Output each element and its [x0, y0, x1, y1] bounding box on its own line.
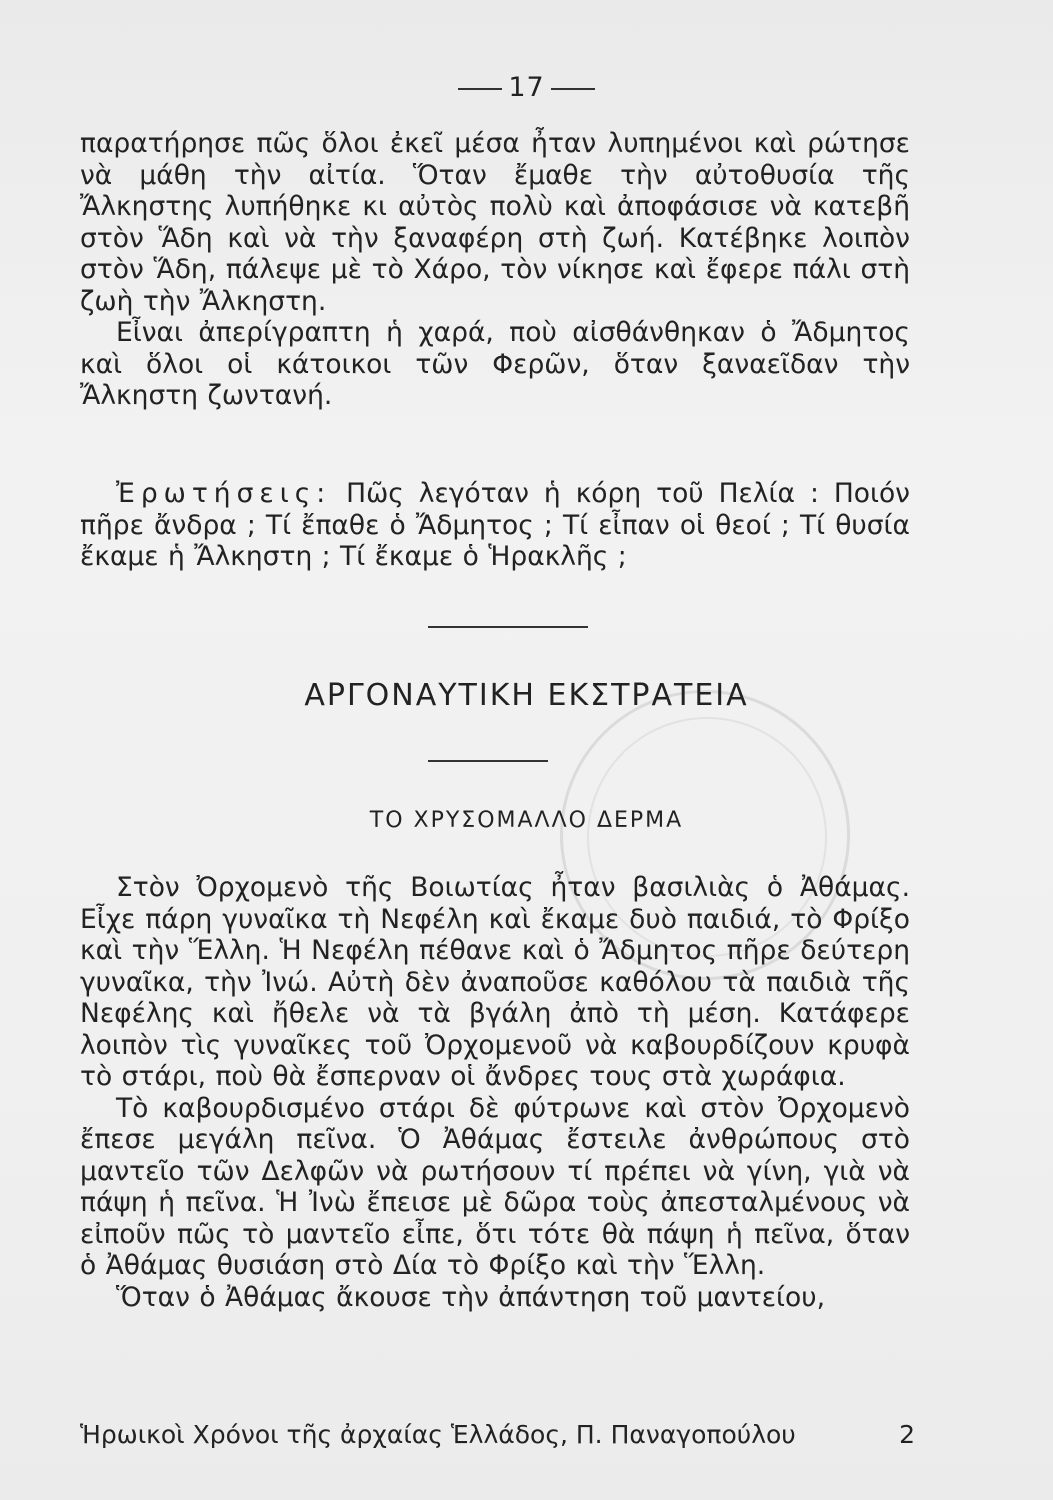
paragraph-3: Στὸν Ὀρχομενὸ τῆς Βοιωτίας ἦταν βασιλιὰς ὁ Ἀθάμας. Εἶχε πάρη γυναῖκα τὴ Νεφέλη καὶ ἔκαμε δυὸ παιδιά, τὸ Φρίξο καὶ τὴν Ἕλλη. Ἡ Νεφέλη πέθανε καὶ ὁ Ἄδμητος πῆρε δεύτερη γυναῖκα, τὴν Ἰνώ. Αὐτὴ δὲν ἀναποῦσε καθόλου τὰ παιδιὰ τῆς Νεφέλης καὶ ἤθελε νὰ τὰ βγάλη ἀπὸ τὴ μέση. Κατάφερε λοιπὸν τὶς γυναῖκες τοῦ Ὀρχομενοῦ νὰ καβουρδίζουν κρυφὰ τὸ στάρι, ποὺ θὰ ἔσπερναν οἱ ἄνδρες τους στὰ χωράφια.	[80, 872, 910, 1092]
page-number-text: 17	[508, 72, 545, 103]
section-heading: ΑΡΓΟΝΑΥΤΙΚΗ ΕΚΣΤΡΑΤΕΙΑ	[304, 678, 749, 713]
questions-block	[80, 478, 910, 573]
section-subheading: ΤΟ ΧΡΥΣΟΜΑΛΛΟ ΔΕΡΜΑ	[369, 808, 684, 833]
text-block-top	[80, 128, 910, 412]
divider-top	[428, 626, 588, 628]
page-number	[0, 72, 1053, 103]
footer-signature: 2	[899, 1420, 915, 1449]
footer-title: Ἡρωικοὶ Χρόνοι τῆς ἀρχαίας Ἑλλάδος, Π. Παναγοπούλου	[80, 1420, 796, 1449]
paragraph-5: Ὅταν ὁ Ἀθάμας ἄκουσε τὴν ἀπάντηση τοῦ μαντείου,	[116, 1281, 825, 1313]
divider-bottom	[428, 760, 548, 762]
paragraph-4: Τὸ καβουρδισμένο στάρι δὲ φύτρωνε καὶ στὸν Ὀρχομενὸ ἔπεσε μεγάλη πεῖνα. Ὁ Ἀθάμας ἔστειλε ἀνθρώπους στὸ μαντεῖο τῶν Δελφῶν νὰ ρωτήσουν τί πρέπει νὰ γίνη, γιὰ νὰ πάψη ἡ πεῖνα. Ἡ Ἰνὼ ἔπεισε μὲ δῶρα τοὺς ἀπεσταλμένους νὰ εἰποῦν πῶς τὸ μαντεῖο εἶπε, ὅτι τότε θὰ πάψη ἡ πεῖνα, ὅταν ὁ Ἀθάμας θυσιάση στὸ Δία τὸ Φρίξο καὶ τὴν Ἕλλη.	[80, 1092, 910, 1281]
text-block-bottom	[80, 872, 910, 1313]
questions-label: Ἐρωτήσεις:	[116, 478, 332, 509]
page-footer	[80, 1420, 915, 1449]
paragraph-1: παρατήρησε πῶς ὅλοι ἐκεῖ μέσα ἦταν λυπημένοι καὶ ρώτησε νὰ μάθη τὴν αἰτία. Ὅταν ἔμαθε τὴν αὐτοθυσία τῆς Ἄλκηστης λυπήθηκε κι αὐτὸς πολὺ καὶ ἀποφάσισε νὰ κατεβῆ στὸν Ἅδη καὶ νὰ τὴν ξαναφέρη στὴ ζωή. Κατέβηκε λοιπὸν στὸν Ἅδη, πάλεψε μὲ τὸ Χάρο, τὸν νίκησε καὶ ἔφερε πάλι στὴ ζωὴ τὴν Ἄλκηστη.	[80, 128, 910, 317]
paragraph-2: Εἶναι ἀπερίγραπτη ἡ χαρά, ποὺ αἰσθάνθηκαν ὁ Ἄδμητος καὶ ὅλοι οἱ κάτοικοι τῶν Φερῶν, ὅταν ξαναεῖδαν τὴν Ἄλκηστη ζωντανή.	[80, 317, 910, 411]
questions-text: Πῶς λεγόταν ἡ κόρη τοῦ Πελία : Ποιόν πῆρε ἄνδρα ; Τί ἔπαθε ὁ Ἄδμητος ; Τί εἶπαν οἱ θεοί ; Τί θυσία ἔκαμε ἡ Ἄλκηστη ; Τί ἔκαμε ὁ Ἡρακλῆς ;	[80, 478, 910, 572]
